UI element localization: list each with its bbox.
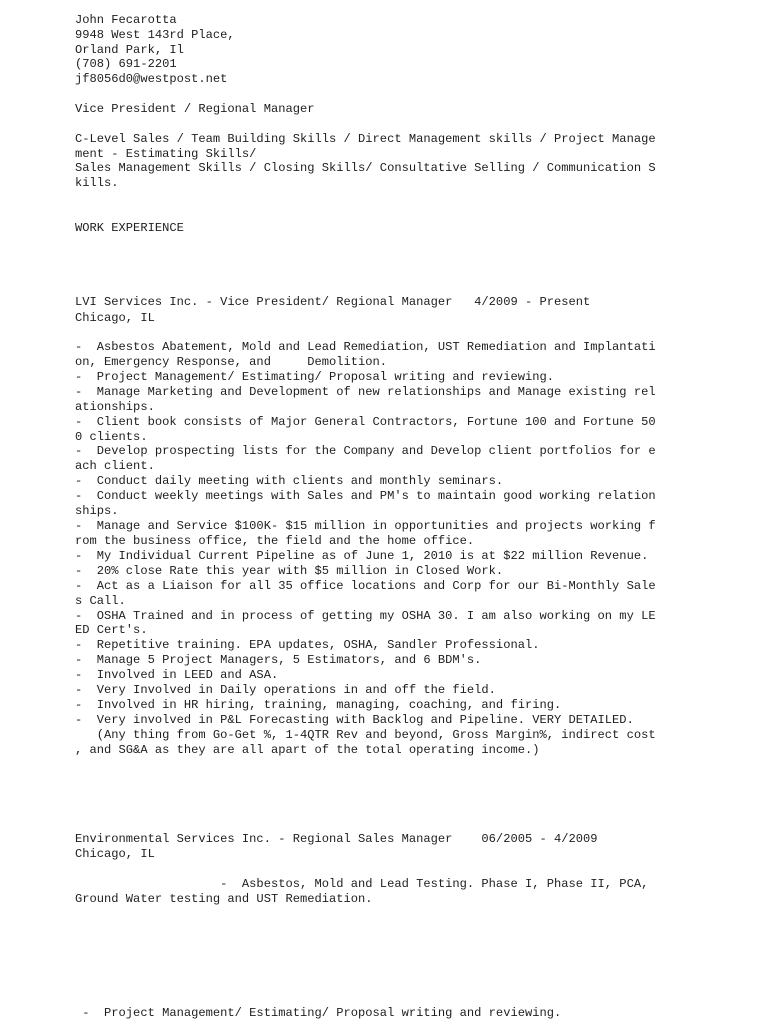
job1-line: - Manage and Service $100K- $15 million in opportunities and projects working f xyxy=(75,519,656,533)
skills-line: ment - Estimating Skills/ xyxy=(75,147,257,161)
contact-street: 9948 West 143rd Place, xyxy=(75,28,235,42)
job1-line: - Very Involved in Daily operations in and off the field. xyxy=(75,683,496,697)
job1-line: ach client. xyxy=(75,459,155,473)
skills-line: Sales Management Skills / Closing Skills/ Consultative Selling / Communication S xyxy=(75,161,656,175)
job1-line: - Involved in LEED and ASA. xyxy=(75,668,279,682)
job1-line: - Manage 5 Project Managers, 5 Estimators, and 6 BDM's. xyxy=(75,653,482,667)
job1-line: - Asbestos Abatement, Mold and Lead Remediation, UST Remediation and Implantati xyxy=(75,340,656,354)
section-heading: WORK EXPERIENCE xyxy=(75,221,184,235)
headline: Vice President / Regional Manager xyxy=(75,102,315,116)
job1-line: - Develop prospecting lists for the Company and Develop client portfolios for e xyxy=(75,444,656,458)
job2-line: - Asbestos, Mold and Lead Testing. Phase I, Phase II, PCA, xyxy=(75,877,649,891)
job1-line: 0 clients. xyxy=(75,430,148,444)
job2-line: - Project Management/ Estimating/ Proposal writing and reviewing. xyxy=(75,1006,562,1020)
job1-line: - Repetitive training. EPA updates, OSHA, Sandler Professional. xyxy=(75,638,540,652)
job1-line: - Conduct daily meeting with clients and monthly seminars. xyxy=(75,474,504,488)
job1-location: Chicago, IL xyxy=(75,311,155,325)
job1-line: s Call. xyxy=(75,594,126,608)
job1-line: - Very involved in P&L Forecasting with Backlog and Pipeline. VERY DETAILED. xyxy=(75,713,634,727)
job2-title: Environmental Services Inc. - Regional Sales Manager 06/2005 - 4/2009 xyxy=(75,832,598,846)
job2-location: Chicago, IL xyxy=(75,847,155,861)
job1-line: (Any thing from Go-Get %, 1-4QTR Rev and beyond, Gross Margin%, indirect cost xyxy=(75,728,656,742)
job1-line: ships. xyxy=(75,504,119,518)
job2-line: Ground Water testing and UST Remediation. xyxy=(75,892,373,906)
contact-city: Orland Park, Il xyxy=(75,43,184,57)
job1-line: - Client book consists of Major General Contractors, Fortune 100 and Fortune 50 xyxy=(75,415,656,429)
contact-name: John Fecarotta xyxy=(75,13,177,27)
contact-email: jf8056d0@westpost.net xyxy=(75,72,228,86)
job1-line: - Act as a Liaison for all 35 office locations and Corp for our Bi-Monthly Sale xyxy=(75,579,656,593)
job1-line: - Involved in HR hiring, training, managing, coaching, and firing. xyxy=(75,698,562,712)
job1-line: on, Emergency Response, and Demolition. xyxy=(75,355,388,369)
job1-line: ationships. xyxy=(75,400,155,414)
job1-line: - Project Management/ Estimating/ Proposal writing and reviewing. xyxy=(75,370,554,384)
job1-line: - Conduct weekly meetings with Sales and PM's to maintain good working relation xyxy=(75,489,656,503)
job1-line: - OSHA Trained and in process of getting my OSHA 30. I am also working on my LE xyxy=(75,609,656,623)
job1-line: - 20% close Rate this year with $5 million in Closed Work. xyxy=(75,564,504,578)
job1-line: ED Cert's. xyxy=(75,623,148,637)
job1-title: LVI Services Inc. - Vice President/ Regional Manager 4/2009 - Present xyxy=(75,295,591,309)
contact-phone: (708) 691-2201 xyxy=(75,57,177,71)
skills-line: kills. xyxy=(75,176,119,190)
job1-line: , and SG&A as they are all apart of the total operating income.) xyxy=(75,743,540,757)
job1-line: - Manage Marketing and Development of new relationships and Manage existing rel xyxy=(75,385,656,399)
job1-line: rom the business office, the field and the home office. xyxy=(75,534,475,548)
skills-line: C-Level Sales / Team Building Skills / Direct Management skills / Project Manage xyxy=(75,132,656,146)
job1-line: - My Individual Current Pipeline as of June 1, 2010 is at $22 million Revenue. xyxy=(75,549,649,563)
